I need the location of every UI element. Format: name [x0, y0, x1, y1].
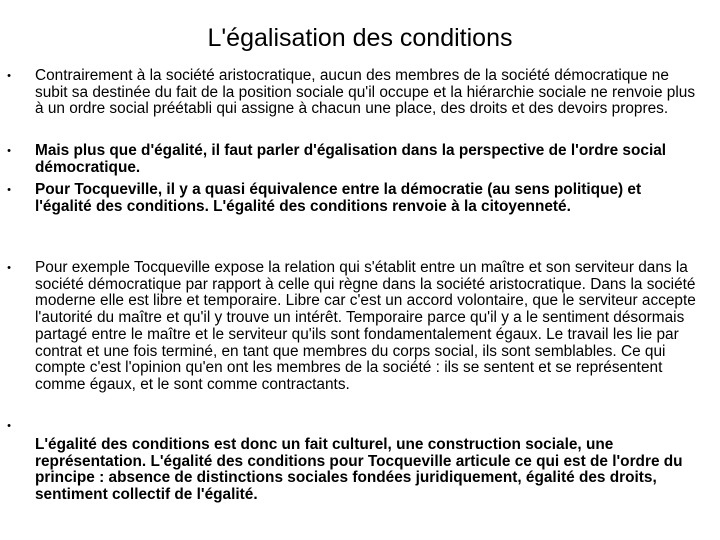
bullet-marker: • — [7, 420, 11, 432]
bullet-marker: • — [7, 70, 11, 82]
bullet-marker: • — [7, 184, 11, 196]
bullet-marker: • — [7, 262, 11, 274]
slide-title: L'égalisation des conditions — [207, 24, 513, 52]
bullet-text: Contrairement à la société aristocratique, aucun des membres de la société démocratique ne subit sa destinée du fait de la position sociale qu'il occupe et la hiérarchie sociale ne renvoie plus à un ordre social préétabli qui assigne à chacun une place, des droits et des devoirs propres. — [35, 67, 696, 118]
bullet-marker: • — [7, 145, 11, 157]
bullet-text: Pour Tocqueville, il y a quasi équivalence entre la démocratie (au sens politique) et l'égalité des conditions. L'égalité des conditions renvoie à la citoyenneté. — [35, 181, 642, 215]
bullet-text: Pour exemple Tocqueville expose la relation qui s'établit entre un maître et son serviteur dans la société démocratique par rapport à celle qui règne dans la société aristocratique. Dans la société moderne elle est libre et temporaire. Libre car c'est un accord volontaire, que le serviteur accepte l'autorité du maître et qu'il y trouve un intérêt. Temporaire parce qu'il y a le sentiment désormais partagé entre le maître et le serviteur qu'ils sont fondamentalement égaux. Le travail les lie par contrat et une fois terminé, en tant que membres du corps social, ils sont semblables. Ce qui compte c'est l'opinion qu'en ont les membres de la société : ils se sentent et se représentent comme égaux, et le sont comme contractants. — [35, 259, 696, 393]
bullet-text: Mais plus que d'égalité, il faut parler d'égalisation dans la perspective de l'ordre social démocratique. — [35, 142, 667, 176]
bullet-text: L'égalité des conditions est donc un fait culturel, une construction sociale, une représentation. L'égalité des conditions pour Tocqueville articule ce qui est de l'ordre du principe : absence de distinctions sociales fondées juridiquement, égalité des droits, sentiment collectif de l'égalité. — [35, 436, 683, 504]
